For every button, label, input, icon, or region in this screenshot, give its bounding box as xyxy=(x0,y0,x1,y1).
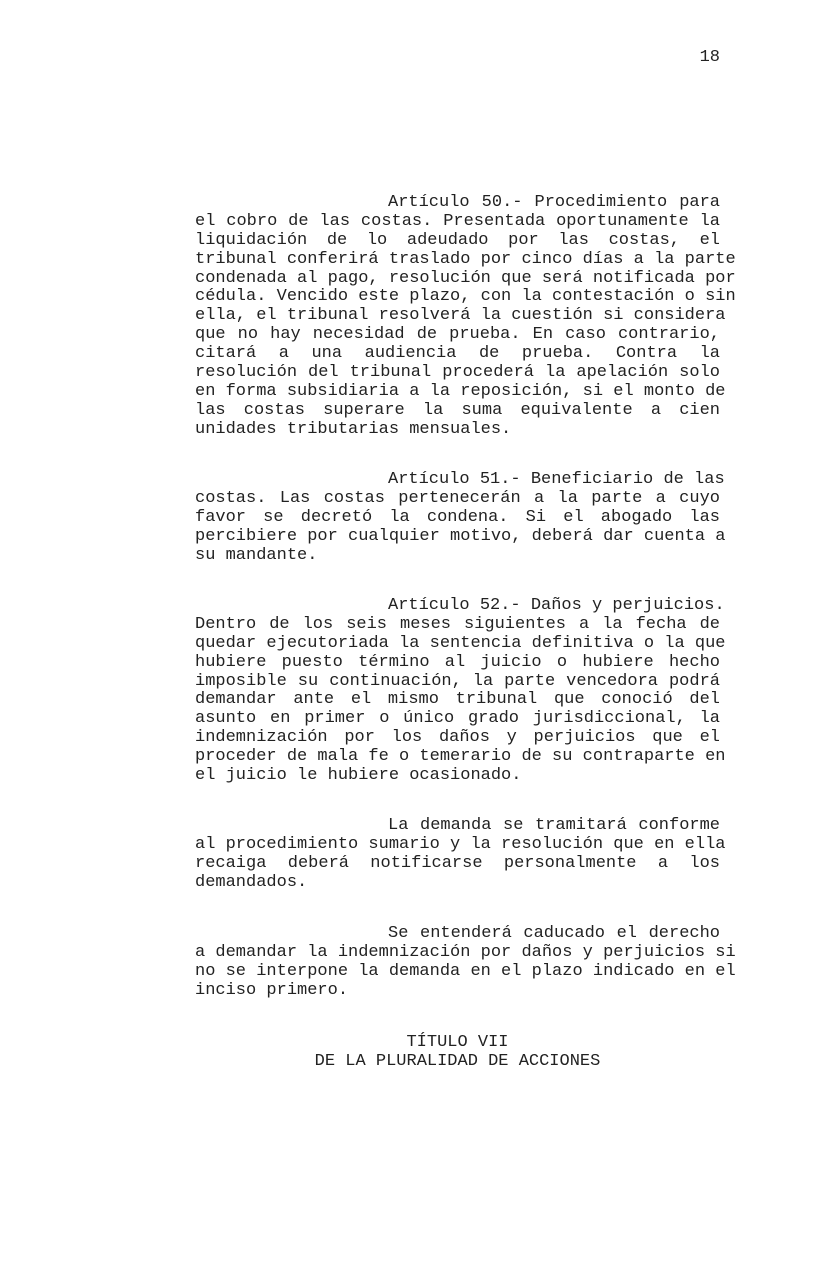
article-50-paragraph xyxy=(195,193,736,440)
text-line: costas. Las costas pertenecerán a la parte a cuyo xyxy=(195,488,720,508)
text-line: demandar ante el mismo tribunal que conoció del xyxy=(195,690,720,710)
text-line: en forma subsidiaria a la reposición, si el monto de xyxy=(195,381,726,401)
text-line: La demanda se tramitará conforme xyxy=(388,816,720,835)
text-line: inciso primero. xyxy=(195,980,349,1000)
text-line: Dentro de los seis meses siguientes a la fecha de xyxy=(195,614,720,634)
text-line: ella, el tribunal resolverá la cuestión si considera xyxy=(195,306,726,326)
text-line: Artículo 52.- Daños y perjuicios. xyxy=(388,596,725,615)
text-line: proceder de mala fe o temerario de su contraparte en xyxy=(195,747,726,767)
text-line: recaiga deberá notificarse personalmente a los xyxy=(195,853,720,873)
text-line: tribunal conferirá traslado por cinco días a la parte xyxy=(195,249,736,269)
text-line: Se entenderá caducado el derecho xyxy=(388,924,720,943)
text-line: no se interpone la demanda en el plazo indicado en el xyxy=(195,961,736,981)
text-line: indemnización por los daños y perjuicios que el xyxy=(195,728,720,748)
text-line: Artículo 50.- Procedimiento para xyxy=(388,193,720,212)
article-51-paragraph xyxy=(195,470,726,565)
section-subtitle: DE LA PLURALIDAD DE ACCIONES xyxy=(314,1052,601,1071)
text-line: unidades tributarias mensuales. xyxy=(195,419,512,439)
text-line: el juicio le hubiere ocasionado. xyxy=(195,766,522,786)
text-line: liquidación de lo adeudado por las costas, el xyxy=(195,230,720,250)
text-line: percibiere por cualquier motivo, deberá dar cuenta a xyxy=(195,526,726,546)
text-line: quedar ejecutoriada la sentencia definitiva o la que xyxy=(195,633,726,653)
text-line: cédula. Vencido este plazo, con la contestación o sin xyxy=(195,287,736,307)
text-line: asunto en primer o único grado jurisdiccional, la xyxy=(195,709,720,729)
text-line: las costas superare la suma equivalente a cien xyxy=(195,400,720,420)
article-52-paragraph xyxy=(195,596,726,786)
text-line: el cobro de las costas. Presentada oportunamente la xyxy=(195,211,720,231)
text-line: imposible su continuación, la parte vencedora podrá xyxy=(195,671,720,691)
text-line: Artículo 51.- Beneficiario de las xyxy=(388,470,725,489)
text-line: hubiere puesto término al juicio o hubiere hecho xyxy=(195,652,720,672)
page-number: 18 xyxy=(699,48,720,67)
text-line: demandados. xyxy=(195,872,308,892)
text-line: favor se decretó la condena. Si el abogado las xyxy=(195,507,720,527)
text-line: que no hay necesidad de prueba. En caso contrario, xyxy=(195,325,720,345)
text-line: su mandante. xyxy=(195,545,318,565)
expiration-paragraph xyxy=(195,924,736,1001)
text-line: al procedimiento sumario y la resolución que en ella xyxy=(195,834,726,854)
text-line: citará a una audiencia de prueba. Contra la xyxy=(195,344,720,364)
text-line: resolución del tribunal procederá la apelación solo xyxy=(195,363,720,383)
demand-procedure-paragraph xyxy=(195,816,726,893)
text-line: condenada al pago, resolución que será notificada por xyxy=(195,268,736,288)
section-title: TÍTULO VII xyxy=(406,1033,509,1052)
text-line: a demandar la indemnización por daños y perjuicios si xyxy=(195,942,736,962)
